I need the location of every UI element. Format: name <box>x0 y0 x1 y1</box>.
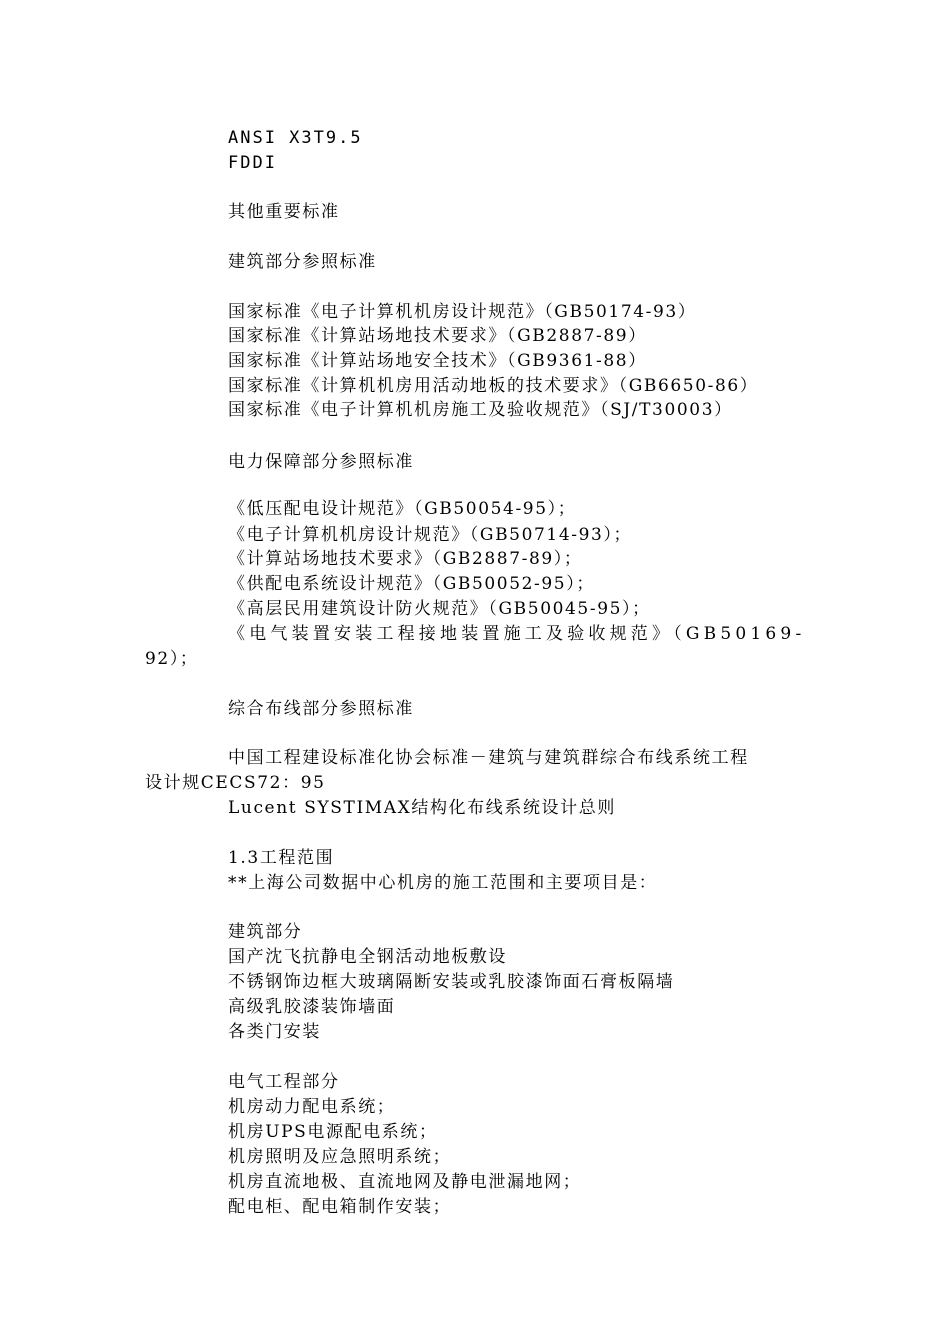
section-heading: 其他重要标准 <box>228 202 340 222</box>
text-line: Lucent SYSTIMAX结构化布线系统设计总则 <box>228 798 616 818</box>
text-line: 国家标准《电子计算机机房施工及验收规范》（SJ/T30003） <box>228 400 733 420</box>
section-heading: 综合布线部分参照标准 <box>228 699 414 719</box>
text-line-continued: 设计规CECS72：95 <box>145 773 326 793</box>
text-line: 国产沈飞抗静电全钢活动地板敷设 <box>228 947 507 967</box>
text-line: 各类门安装 <box>228 1022 321 1042</box>
text-line: **上海公司数据中心机房的施工范围和主要项目是： <box>228 873 658 893</box>
text-line: ANSI X3T9.5 <box>228 128 363 148</box>
text-line: 《高层民用建筑设计防火规范》（GB50045-95）； <box>228 599 651 619</box>
text-line: 国家标准《计算站场地技术要求》（GB2887-89） <box>228 326 647 346</box>
text-line-continued: 92）； <box>145 649 199 669</box>
text-line: 国家标准《计算机机房用活动地板的技术要求》（GB6650-86） <box>228 376 759 396</box>
text-line: 《低压配电设计规范》（GB50054-95）； <box>228 499 577 519</box>
text-line: 国家标准《电子计算机机房设计规范》（GB50174-93） <box>228 302 697 322</box>
text-line: 高级乳胶漆装饰墙面 <box>228 997 396 1017</box>
section-heading: 电力保障部分参照标准 <box>228 452 414 472</box>
text-line: 机房动力配电系统； <box>228 1097 396 1117</box>
text-line: 《电子计算机机房设计规范》（GB50714-93）； <box>228 525 633 545</box>
text-line: 国家标准《计算站场地安全技术》（GB9361-88） <box>228 351 647 371</box>
text-line: 配电柜、配电箱制作安装； <box>228 1197 452 1217</box>
text-line: 机房直流地极、直流地网及静电泄漏地网； <box>228 1172 582 1192</box>
text-line: 不锈钢饰边框大玻璃隔断安装或乳胶漆饰面石膏板隔墙 <box>228 972 675 992</box>
text-line: 《计算站场地技术要求》（GB2887-89）； <box>228 549 583 569</box>
section-heading: 建筑部分参照标准 <box>228 252 377 272</box>
section-heading: 建筑部分 <box>228 922 303 942</box>
text-line: FDDI <box>228 153 277 173</box>
section-heading: 电气工程部分 <box>228 1072 340 1092</box>
section-heading: 1.3工程范围 <box>228 848 335 868</box>
text-line: 《电气装置安装工程接地装置施工及验收规范》（GB50169- <box>228 624 806 644</box>
text-line: 机房照明及应急照明系统； <box>228 1147 452 1167</box>
text-line: 《供配电系统设计规范》（GB50052-95）； <box>228 574 595 594</box>
text-line: 中国工程建设标准化协会标准－建筑与建筑群综合布线系统工程 <box>228 748 749 768</box>
text-line: 机房UPS电源配电系统； <box>228 1122 438 1142</box>
